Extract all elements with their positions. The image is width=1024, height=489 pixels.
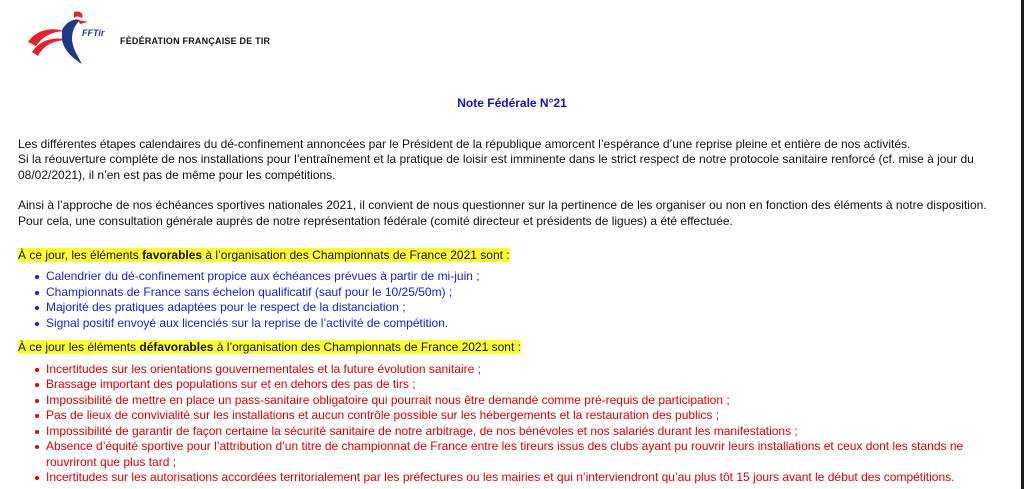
- list-item: Brassage important des populations sur et en dehors des pas de tirs ;: [35, 377, 1008, 393]
- favorable-heading: À ce jour, les éléments favorables à l’organisation des Championnats de France 2021 sont :: [18, 248, 510, 263]
- favorable-list: [18, 269, 1008, 331]
- list-item: Signal positif envoyé aux licenciés sur la reprise de l’activité de compétition.: [35, 316, 1008, 332]
- bullet-icon: [35, 445, 39, 449]
- list-item: Championnats de France sans échelon qualificatif (sauf pour le 10/25/50m) ;: [35, 285, 1008, 301]
- bullet-icon: [35, 476, 39, 480]
- bullet-icon: [35, 430, 39, 434]
- bullet-icon: [35, 383, 39, 387]
- list-item: Calendrier du dé-confinement propice aux échéances prévues à partir de mi-juin ;: [35, 269, 1008, 285]
- intro-paragraph: [18, 137, 1008, 183]
- paragraph: Si la réouverture complète de nos installations pour l’entraînement et la pratique de loisir est imminente dans le strict respect de notre protocole sanitaire renforcé (cf. mise à jour du 08/02/2021), il n’en est pas de même pour les compétitions.: [18, 152, 974, 182]
- fftir-logo: [22, 8, 118, 68]
- list-item: Incertitudes sur les autorisations accordées territorialement par les préfectures ou les mairies et qui n’interviendront qu’au plus tôt 15 jours avant le début des compétitions.: [35, 470, 1008, 486]
- note-body: [18, 137, 1008, 486]
- organization-name: FÉDÉRATION FRANÇAISE DE TIR: [120, 36, 271, 46]
- bullet-icon: [35, 275, 39, 279]
- bullet-icon: [35, 322, 39, 326]
- rooster-icon: [22, 8, 118, 68]
- bullet-icon: [35, 306, 39, 310]
- paragraph: Ainsi à l’approche de nos échéances sportives nationales 2021, il convient de nous questionner sur la pertinence de les organiser ou non en fonction des éléments à notre disposition. Pour cela, une consultation générale auprès de notre représentation fédérale (comité directeur et présidents de ligues) a été effectuée.: [18, 198, 987, 228]
- list-item: Majorité des pratiques adaptées pour le respect de la distanciation ;: [35, 300, 1008, 316]
- bullet-icon: [35, 414, 39, 418]
- unfavorable-list: [18, 362, 1008, 486]
- list-item: Pas de lieux de convivialité sur les installations et aucun contrôle possible sur les hébergements et la restauration des publics ;: [35, 408, 1008, 424]
- logo-text: FFTir: [82, 28, 105, 38]
- unfavorable-heading: À ce jour les éléments défavorables à l’organisation des Championnats de France 2021 sont :: [18, 340, 521, 355]
- list-item: Incertitudes sur les orientations gouvernementales et la future évolution sanitaire ;: [35, 362, 1008, 378]
- bullet-icon: [35, 291, 39, 295]
- list-item: Impossibilité de garantir de façon certaine la sécurité sanitaire de notre arbitrage, de nos bénévoles et nos salariés durant les manifestations ;: [35, 424, 1008, 440]
- bullet-icon: [35, 368, 39, 372]
- list-item: Impossibilité de mettre en place un pass-sanitaire obligatoire qui pourrait nous être demandé comme pré-requis de participation ;: [35, 393, 1008, 409]
- note-title: Note Fédérale N°21: [457, 96, 567, 110]
- list-item: Absence d’équité sportive pour l’attribution d’un titre de championnat de France entre les tireurs issus des clubs ayant pu rouvrir leurs installations et ceux dont les stands ne rouvriront que plus tard ;: [35, 439, 1008, 470]
- paragraph: Les différentes étapes calendaires du dé-confinement annoncées par le Président de la république amorcent l’espérance d’une reprise pleine et entière de nos activités.: [18, 137, 911, 151]
- bullet-icon: [35, 399, 39, 403]
